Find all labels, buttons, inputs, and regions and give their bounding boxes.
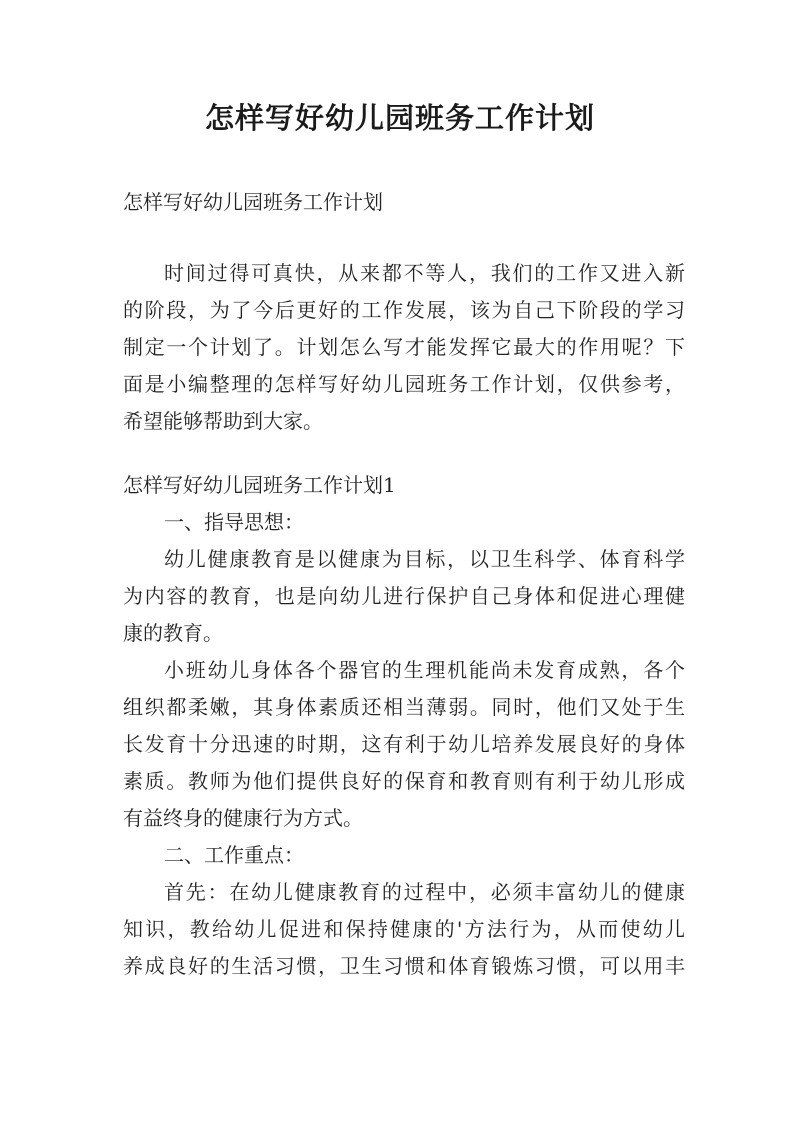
paragraph-small-class xyxy=(123,652,685,837)
paragraph-first xyxy=(123,874,685,985)
paragraph-line: 素质。教师为他们提供良好的保育和教育则有利于幼儿形成 xyxy=(123,769,685,793)
intro-line: 面是小编整理的怎样写好幼儿园班务工作计划，仅供参考， xyxy=(123,372,685,396)
paragraph-line: 有益终身的健康行为方式。 xyxy=(123,806,363,830)
section-title: 怎样写好幼儿园班务工作计划1 xyxy=(123,473,396,497)
paragraph-line: 小班幼儿身体各个器官的生理机能尚未发育成熟，各个 xyxy=(164,658,685,682)
intro-line: 希望能够帮助到大家。 xyxy=(123,409,323,433)
paragraph-line: 为内容的教育，也是向幼儿进行保护自己身体和促进心理健 xyxy=(123,584,685,608)
paragraph-line: 康的教育。 xyxy=(123,621,223,645)
intro-line: 制定一个计划了。计划怎么写才能发挥它最大的作用呢？下 xyxy=(123,335,685,359)
intro-paragraph xyxy=(123,255,685,440)
document-title: 怎样写好幼儿园班务工作计划 xyxy=(204,101,595,135)
paragraph-line: 养成良好的生活习惯，卫生习惯和体育锻炼习惯，可以用丰 xyxy=(123,954,685,978)
paragraph-line: 知识，教给幼儿促进和保持健康的'方法行为，从而使幼儿 xyxy=(123,917,685,941)
heading-guiding-thought: 一、指导思想： xyxy=(164,510,304,534)
paragraph-line: 组织都柔嫩，其身体素质还相当薄弱。同时，他们又处于生 xyxy=(123,695,685,719)
paragraph-line: 长发育十分迅速的时期，这有利于幼儿培养发展良好的身体 xyxy=(123,732,685,756)
document-subtitle: 怎样写好幼儿园班务工作计划 xyxy=(123,190,383,214)
paragraph-line: 幼儿健康教育是以健康为目标，以卫生科学、体育科学 xyxy=(164,547,685,571)
intro-line: 时间过得可真快，从来都不等人，我们的工作又进入新 xyxy=(164,261,685,285)
heading-work-focus: 二、工作重点： xyxy=(164,843,304,867)
intro-line: 的阶段，为了今后更好的工作发展，该为自己下阶段的学习 xyxy=(123,298,685,322)
paragraph-health-education xyxy=(123,541,685,652)
document-body xyxy=(123,184,685,985)
paragraph-line: 首先：在幼儿健康教育的过程中，必须丰富幼儿的健康 xyxy=(164,880,685,904)
